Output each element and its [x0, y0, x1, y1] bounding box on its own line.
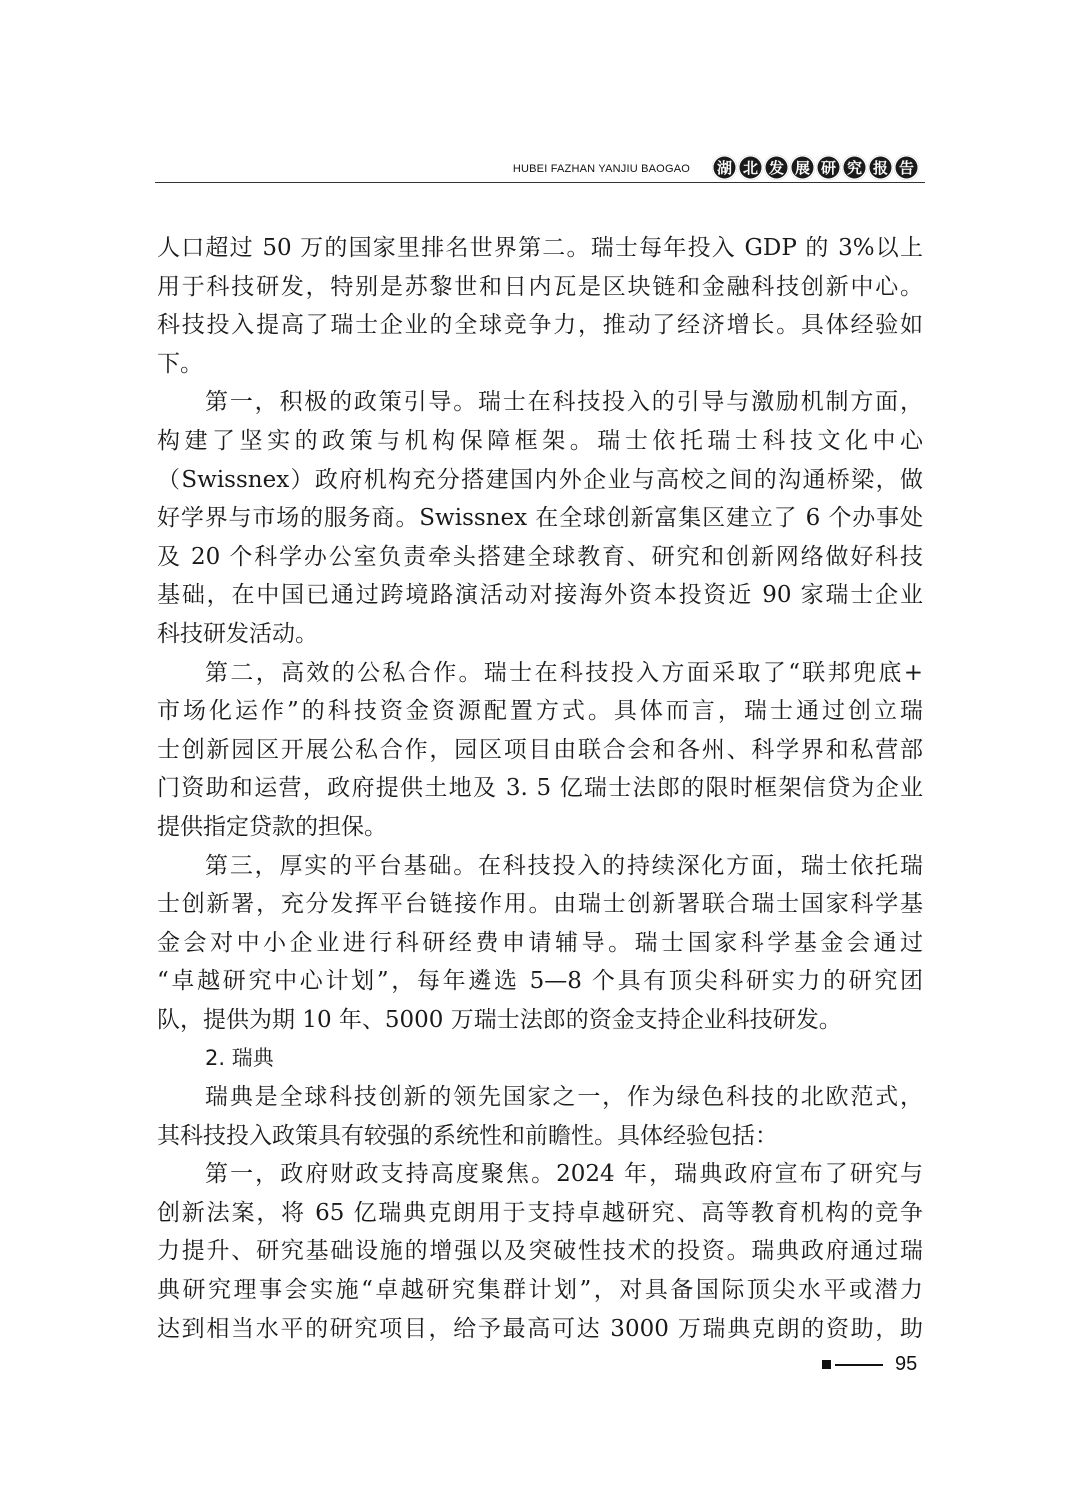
text-line: 士创新园区开展公私合作，园区项目由联合会和各州、科学界和私营部: [157, 736, 923, 763]
text-line: 典研究理事会实施“卓越研究集群计划”，对具备国际顶尖水平或潜力: [157, 1277, 923, 1304]
page-footer: [822, 1353, 922, 1377]
text-line: 科技研发活动。: [157, 620, 318, 647]
text-line: 科技投入提高了瑞士企业的全球竞争力，推动了经济增长。具体经验如: [157, 312, 923, 339]
text-line: 第一，政府财政支持高度聚焦。2024 年，瑞典政府宣布了研究与: [205, 1161, 923, 1188]
journal-badge-char: 研: [816, 155, 841, 180]
journal-badge-char: 报: [868, 155, 893, 180]
header-divider: [155, 182, 925, 183]
running-header: [155, 150, 925, 190]
journal-badge-char: 发: [764, 155, 789, 180]
text-line: 第二，高效的公私合作。瑞士在科技投入方面采取了“联邦兜底+: [205, 659, 923, 686]
body-text: [157, 229, 923, 1348]
footer-square-mark: [822, 1360, 831, 1369]
text-line: 其科技投入政策具有较强的系统性和前瞻性。具体经验包括：: [157, 1122, 778, 1149]
text-line: 下。: [157, 350, 203, 377]
text-line: 第一，积极的政策引导。瑞士在科技投入的引导与激励机制方面，: [205, 389, 923, 416]
text-line: 创新法案，将 65 亿瑞典克朗用于支持卓越研究、高等教育机构的竞争: [157, 1199, 923, 1226]
text-line: 队，提供为期 10 年、5000 万瑞士法郎的资金支持企业科技研发。: [157, 1006, 842, 1033]
text-line: 人口超过 50 万的国家里排名世界第二。瑞士每年投入 GDP 的 3%以上: [157, 235, 923, 261]
section-heading: 2. 瑞典: [205, 1046, 274, 1071]
text-line: 瑞典是全球科技创新的领先国家之一，作为绿色科技的北欧范式，: [205, 1084, 923, 1111]
text-line: 金会对中小企业进行科研经费申请辅导。瑞士国家科学基金会通过: [157, 929, 923, 956]
footer-rule: [835, 1364, 883, 1366]
journal-title-badges: [712, 155, 919, 180]
journal-latin-title: HUBEI FAZHAN YANJIU BAOGAO: [512, 163, 690, 175]
journal-badge-char: 告: [894, 155, 919, 180]
journal-badge-char: 展: [790, 155, 815, 180]
text-line: 士创新署，充分发挥平台链接作用。由瑞士创新署联合瑞士国家科学基: [157, 891, 923, 918]
page-number: 95: [895, 1353, 918, 1375]
text-line: 构建了坚实的政策与机构保障框架。瑞士依托瑞士科技文化中心: [157, 427, 923, 454]
text-line: 力提升、研究基础设施的增强以及突破性技术的投资。瑞典政府通过瑞: [157, 1238, 923, 1265]
text-line: 好学界与市场的服务商。Swissnex 在全球创新富集区建立了 6 个办事处: [157, 505, 923, 532]
journal-badge-char: 湖: [712, 155, 737, 180]
text-line: 门资助和运营，政府提供土地及 3. 5 亿瑞士法郎的限时框架信贷为企业: [157, 775, 923, 802]
text-line: 基础，在中国已通过跨境路演活动对接海外资本投资近 90 家瑞士企业: [157, 582, 923, 609]
text-line: 及 20 个科学办公室负责牵头搭建全球教育、研究和创新网络做好科技: [157, 543, 923, 570]
text-line: 第三，厚实的平台基础。在科技投入的持续深化方面，瑞士依托瑞: [205, 852, 923, 879]
journal-badge-char: 北: [738, 155, 763, 180]
text-line: 市场化运作”的科技资金资源配置方式。具体而言，瑞士通过创立瑞: [157, 698, 923, 725]
journal-badge-char: 究: [842, 155, 867, 180]
text-line: （Swissnex）政府机构充分搭建国内外企业与高校之间的沟通桥梁，做: [157, 466, 923, 493]
text-line: “卓越研究中心计划”，每年遴选 5—8 个具有顶尖科研实力的研究团: [157, 968, 923, 995]
text-line: 达到相当水平的研究项目，给予最高可达 3000 万瑞典克朗的资助，助: [157, 1315, 923, 1342]
text-line: 用于科技研发，特别是苏黎世和日内瓦是区块链和金融科技创新中心。: [157, 273, 923, 300]
text-line: 提供指定贷款的担保。: [157, 813, 387, 840]
